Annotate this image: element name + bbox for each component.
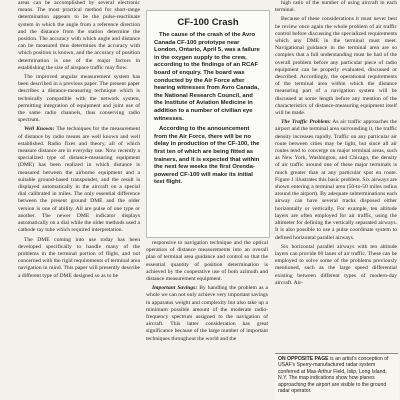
- sidebar-title: CF-100 Crash: [177, 17, 239, 28]
- savings-text: By handling the problem as a whole we can not only achieve very important savings in apparatus weight and complexity but also take up a minimum possible amount of the moderate radio-frequency spectrum assigned to the navigation of aircraft. This latter consideration has great significance because of the large number of important techniques throughout the world and the: [146, 285, 268, 342]
- caption-label: ON OPPOSITE PAGE: [278, 356, 329, 362]
- figure-caption: [275, 353, 398, 400]
- well-known-text: The techniques for the measurement of distance by radio means are well known and well established. Radio fixes and theory, all of which measure distance are in everyday use. Now recently a specialized type of distance-measuring equipment (DME) has been realized in which distance is measured between the airborne equipment and a suitable ground-based transponder, and the result is displayed automatically in the aircraft on a special dial calibrated in miles. The only essential difference between the present ground DME and the older version is one of ability. All are pulse of one type or another. The newer DME indicator displays automatically on a dial while the older methods used a cathode ray tube which required interpretation.: [18, 126, 140, 234]
- well-known-paragraph: [18, 126, 140, 234]
- cf100-crash-sidebar: [146, 10, 270, 238]
- right-paragraph-1: high ratio of the number of using aircraft in each terminal.: [275, 0, 397, 14]
- middle-column: [146, 240, 268, 345]
- sidebar-body: [147, 32, 269, 187]
- savings-paragraph: [146, 285, 268, 343]
- traffic-paragraph: [275, 119, 397, 241]
- left-paragraph-1: areas can be accomplished by several electronic means. The most practical method for short-range determination appears to be the pulse-reactiinate system in which the angle from a reference direction and the distance from the station determine the position. The accuracy with which angle and distance can be measured thus determines the accuracy with which position is known, and the accuracy of position determination is one of the major factors in establishing the size of airspace traffic may flow.: [18, 0, 140, 71]
- left-paragraph-last: The DME coming into use today has been developed specifically to handle many of the problems in the terminal portion of flight, and not concerned with the rigid requirements of terminal area navigation in mind. This paper will presently describe a different type of DME designed so as to be: [18, 236, 140, 279]
- mid-paragraph-1: responsive to navigation technique and the optical operation of distance measurements into an overall plan of terminal area guidance and control so that the essential quantity of position determination is achieved by the cooperative use of both azimuth and distance measurement equipment.: [146, 240, 268, 283]
- right-paragraph-last: Six horizontal parallel airways with ten altitude layers can provide 60 lanes of air traffic. These can be employed to solve some of the problems previously mentioned, such as the large speed differential existing between different types of modern-day aircraft. Air-: [275, 243, 397, 286]
- sidebar-paragraph-2: According to the announcement from the Air Force, there will be no delay in production of the CF-100, the first ten of which are being fitted as trainers, and it is expected that within the next few weeks the first Orenda-powered CF-100 will make its initial test flight.: [154, 126, 260, 186]
- right-paragraph-2: Because of these considerations it must never best be review once again the whole problem of air traffic control before discussing the specialized requirements which any DME in the terminal must meet. Navigational guidance in the terminal area are so complex that a full understanding must be had of the overall problem before any particular piece of radio equipment can be properly evaluated, discussed or described. Accordingly, the operational requirements of the terminal area within which the distance measuring part of a navigation system will be discussed at some length before any mention of the characteristics of distance-measuring equipment itself will be made.: [275, 16, 397, 117]
- left-column: [18, 0, 140, 282]
- left-paragraph-2: The improved angular measurement system has been described in a previous paper. The present paper describes a distance-measuring technique which is technically compatible with the network system, permitting integration of equipment and joint use of the same radio channels, thus conserving radio spectrum.: [18, 74, 140, 124]
- traffic-heading: The Traffic Problem:: [281, 119, 331, 126]
- sidebar-paragraph-1: The cause of the crash of the Avro Canada CF-100 prototype near London, Ontario, April 5, was a failure in the oxygen supply to the crew, according to the findings of an RCAF board of enquiry. The board was conducted by the Air Force after hearing witnesses from Avro Canada, the National Research Council, and the Institute of Aviation Medicine in addition to a number of civilian eye witnesses.: [154, 32, 260, 122]
- well-known-heading: Well Known:: [24, 126, 55, 133]
- caption-text: is an artist's conception of USAF's Sperry-manufactured radar system conferred at Mas-Arthur Field, Islip, Long Island, N.Y. The map indications show how planes approaching the airport are visible to the ground radar operator.: [278, 356, 389, 395]
- right-column: [275, 0, 397, 289]
- traffic-text: As air traffic approaches the airport and the terminal area surrounding it, the traffic density increases rapidly. Traffic on any particular air route between cities may be light, but since all air routes tend to converge on major terminal areas, such as New York, Washington, and Chicago, the density of air traffic around one of these major terminals is much greater than at any particular spot en route. Figure 1 illustrates this basic problem. Six airways are shown entering a terminal area (50-to-50 miles radius around the airport). By adequate subterminations each airway can have several tracks disposed either horizontally or vertically. For example, ten altitude layers are often employed for air traffic, using the altimeter for defining the vertically separated airways. It is also possible to use a pulse coordinate system to defined horizontal parallel airways.: [275, 119, 398, 241]
- savings-heading: Important Savings:: [152, 285, 198, 292]
